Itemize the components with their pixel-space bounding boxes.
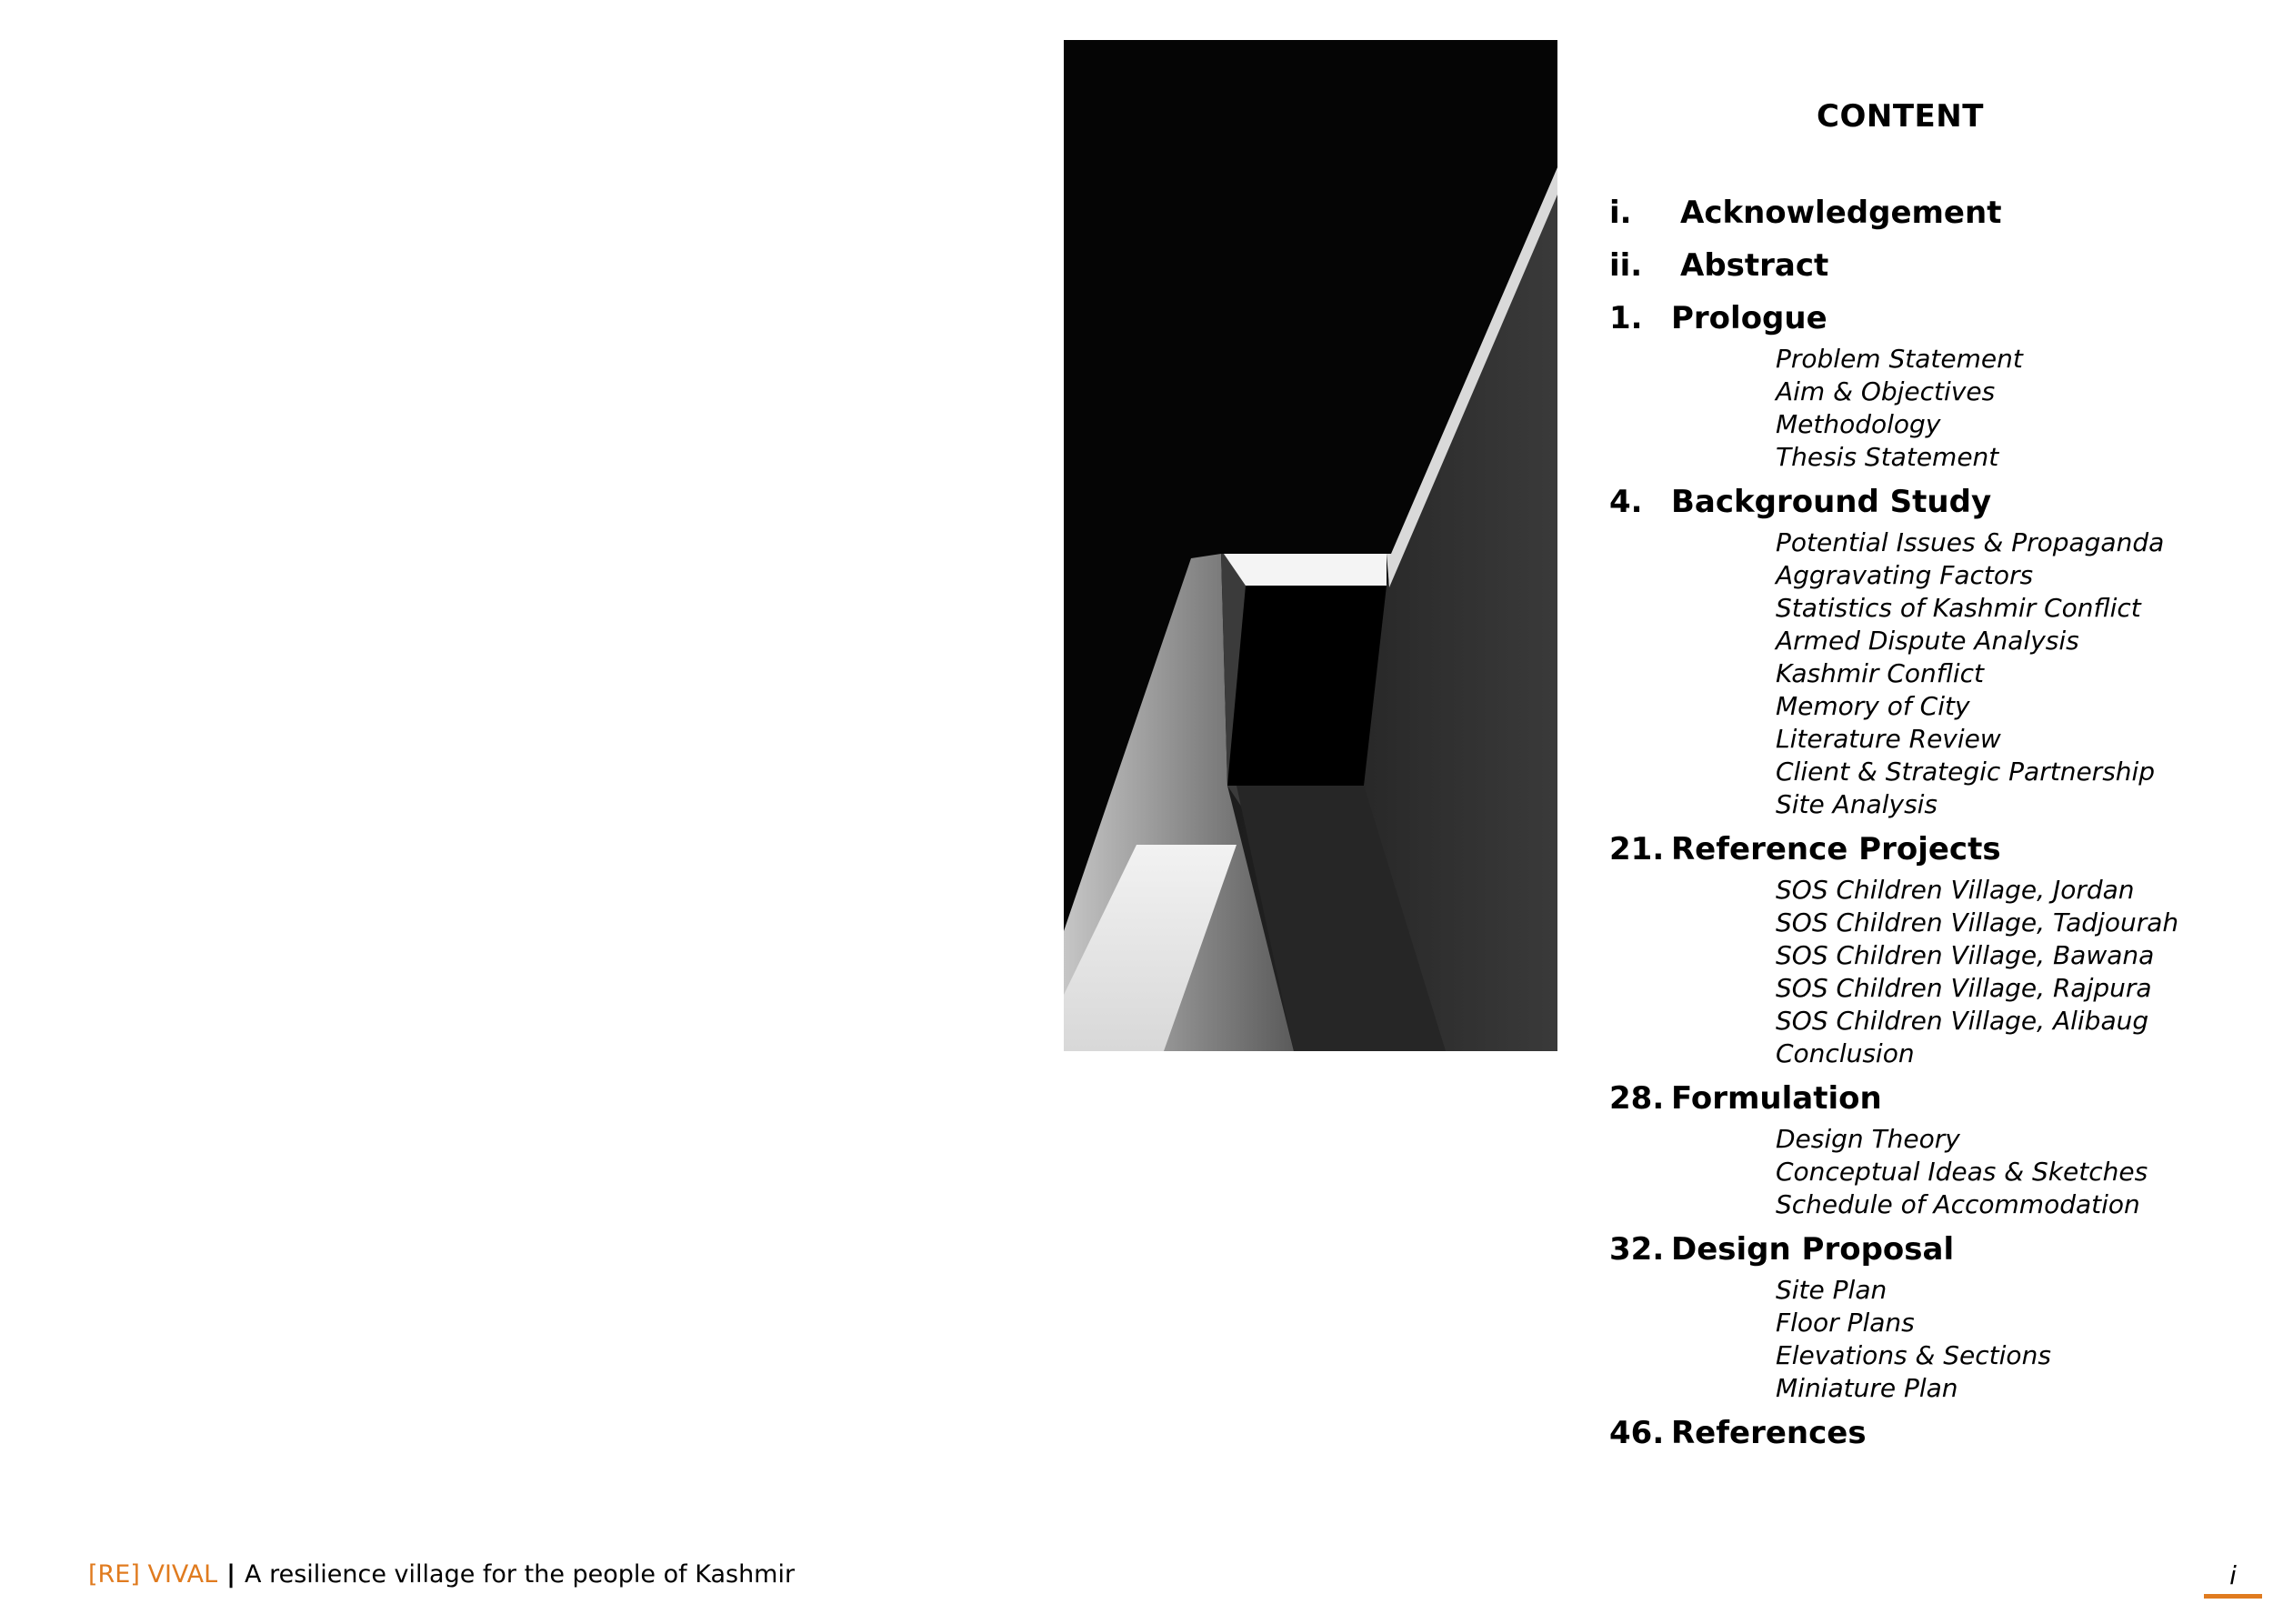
toc-section-heading — [1609, 189, 2246, 237]
toc-section-heading — [1609, 478, 2246, 526]
toc-subitem: Miniature Plan — [1776, 1373, 1958, 1403]
toc-section-title: Acknowledgement — [1680, 195, 2002, 231]
toc-subitem: Potential Issues & Propaganda — [1776, 527, 2165, 557]
toc-subitems — [1609, 526, 2246, 821]
page-title: CONTENT — [1817, 98, 1984, 135]
toc-section — [1609, 826, 2246, 1070]
toc-subitem: SOS Children Village, Rajpura — [1776, 973, 2152, 1003]
toc-section-title: Formulation — [1671, 1080, 1882, 1117]
toc-section-heading — [1609, 242, 2246, 290]
toc-subitem: Memory of City — [1776, 691, 1970, 721]
toc-section-number: 46. — [1609, 1415, 1665, 1451]
toc-subitem: Site Plan — [1776, 1275, 1887, 1305]
toc-section-number: 21. — [1609, 831, 1665, 867]
toc-section-number: 1. — [1609, 300, 1643, 336]
toc-subitem: Methodology — [1776, 409, 1941, 439]
toc-section — [1609, 1226, 2246, 1405]
footer-separator: | — [226, 1560, 236, 1589]
toc-section-number: 28. — [1609, 1080, 1665, 1117]
toc-section-title: Design Proposal — [1671, 1231, 1955, 1268]
toc-subitem: Schedule of Accommodation — [1776, 1189, 2140, 1219]
toc-section-title: References — [1671, 1415, 1867, 1451]
toc-subitem: Thesis Statement — [1776, 442, 1999, 472]
toc-section — [1609, 189, 2246, 237]
toc-section-title: Prologue — [1671, 300, 1827, 336]
toc-section-number: ii. — [1609, 247, 1643, 284]
corridor-photo-graphic — [1064, 40, 1557, 1051]
toc-section-number: 32. — [1609, 1231, 1665, 1268]
page-number: i — [2204, 1560, 2262, 1599]
toc-section-heading — [1609, 826, 2246, 874]
table-of-contents — [1609, 189, 2246, 1462]
toc-section-number: i. — [1609, 195, 1632, 231]
toc-subitem: Kashmir Conflict — [1776, 658, 1984, 688]
toc-subitem: Elevations & Sections — [1776, 1340, 2051, 1370]
footer-brand: [RE] VIVAL — [88, 1560, 218, 1589]
toc-subitem: Aim & Objectives — [1776, 376, 1996, 406]
toc-subitems — [1609, 1123, 2246, 1221]
toc-section — [1609, 1409, 2246, 1458]
toc-subitem: Conclusion — [1776, 1038, 1915, 1068]
footer-tagline: A resilience village for the people of Kashmir — [245, 1560, 796, 1589]
toc-section-title: Reference Projects — [1671, 831, 2001, 867]
toc-subitem: SOS Children Village, Jordan — [1776, 875, 2135, 905]
toc-subitem: Site Analysis — [1776, 789, 1938, 819]
corridor-photo — [1064, 40, 1557, 1051]
toc-subitem: Armed Dispute Analysis — [1776, 626, 2079, 656]
toc-subitem: Conceptual Ideas & Sketches — [1776, 1157, 2148, 1187]
toc-section — [1609, 478, 2246, 821]
toc-section — [1609, 1075, 2246, 1221]
toc-subitem: Statistics of Kashmir Conflict — [1776, 593, 2141, 623]
footer — [88, 1560, 795, 1589]
toc-subitem: SOS Children Village, Bawana — [1776, 940, 2155, 970]
toc-section — [1609, 295, 2246, 474]
toc-subitem: Problem Statement — [1776, 344, 2023, 374]
toc-subitem: Aggravating Factors — [1776, 560, 2034, 590]
toc-subitem: Design Theory — [1776, 1124, 1960, 1154]
toc-subitems — [1609, 1274, 2246, 1405]
toc-section-heading — [1609, 1226, 2246, 1274]
toc-section — [1609, 242, 2246, 290]
toc-subitem: SOS Children Village, Alibaug — [1776, 1006, 2149, 1036]
toc-section-title: Background Study — [1671, 484, 1992, 520]
toc-subitems — [1609, 874, 2246, 1070]
toc-section-heading — [1609, 295, 2246, 343]
toc-section-heading — [1609, 1075, 2246, 1123]
toc-subitem: Floor Plans — [1776, 1308, 1915, 1338]
toc-subitem: SOS Children Village, Tadjourah — [1776, 907, 2179, 937]
toc-section-title: Abstract — [1680, 247, 1829, 284]
toc-subitems — [1609, 343, 2246, 474]
toc-subitem: Client & Strategic Partnership — [1776, 757, 2156, 787]
toc-section-number: 4. — [1609, 484, 1643, 520]
toc-subitem: Literature Review — [1776, 724, 2001, 754]
toc-section-heading — [1609, 1409, 2246, 1458]
